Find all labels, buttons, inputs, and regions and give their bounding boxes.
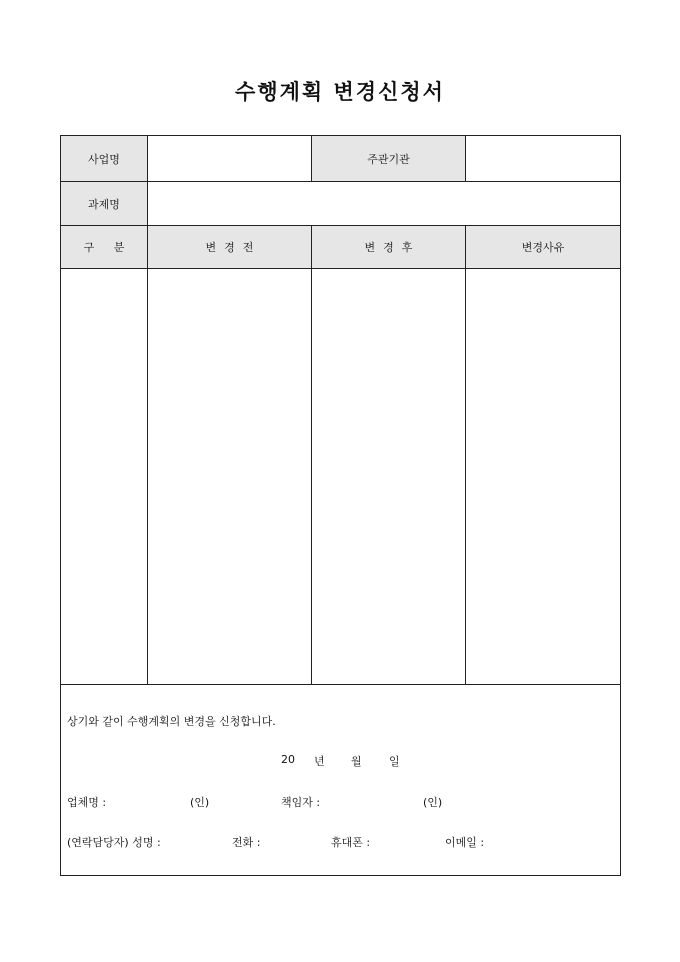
mobile-label: 휴대폰 : — [331, 836, 371, 849]
contact-name-label: (연락담당자) 성명 : — [67, 836, 161, 849]
company-name-label: 업체명 : — [67, 796, 107, 809]
column-header-before-change: 변경전 — [148, 226, 312, 269]
column-header-after-change: 변경후 — [312, 226, 466, 269]
category-body-field[interactable] — [61, 269, 148, 685]
date-month-label: 월 — [351, 755, 362, 768]
before-change-body-field[interactable] — [148, 269, 312, 685]
project-name-label: 과제명 — [61, 182, 148, 226]
manager-label: 책임자 : — [281, 796, 321, 809]
column-header-category: 구 분 — [61, 226, 148, 269]
phone-label: 전화 : — [232, 836, 261, 849]
host-org-label: 주관기관 — [312, 136, 466, 182]
after-change-body-field[interactable] — [312, 269, 466, 685]
declaration-section — [61, 685, 620, 875]
declaration-statement: 상기와 같이 수행계획의 변경을 신청합니다. — [67, 715, 276, 728]
application-form — [60, 135, 621, 876]
date-year-label: 년 — [314, 755, 325, 768]
document-title: 수행계획 변경신청서 — [235, 79, 445, 104]
host-org-field[interactable] — [466, 136, 620, 182]
company-seal-mark: (인) — [190, 796, 210, 809]
email-label: 이메일 : — [445, 836, 485, 849]
date-day-label: 일 — [389, 755, 400, 768]
business-name-label: 사업명 — [61, 136, 148, 182]
column-header-reason: 변경사유 — [466, 226, 620, 269]
manager-seal-mark: (인) — [423, 796, 443, 809]
business-name-field[interactable] — [148, 136, 312, 182]
project-name-field[interactable] — [148, 182, 620, 226]
reason-body-field[interactable] — [466, 269, 620, 685]
date-prefix: 20 — [281, 753, 295, 766]
